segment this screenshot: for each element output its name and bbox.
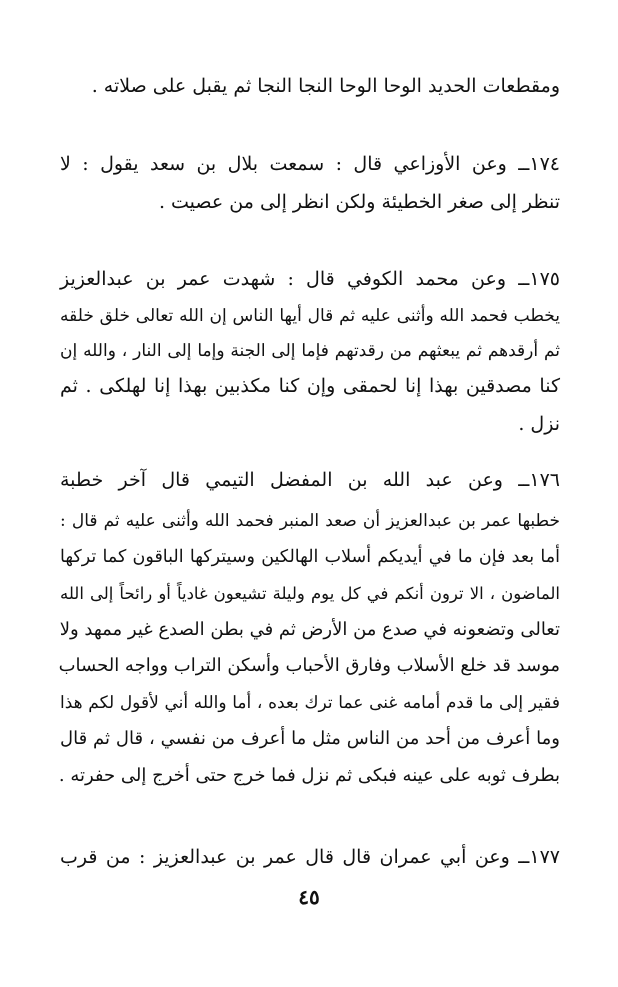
text-line: تنظر إلى صغر الخطيئة ولكن انظر إلى من عصيت . [158,191,560,213]
text-line: أما بعد فإن ما في أيديكم أسلاب الهالكين وسيتركها الباقون كما تركها [60,547,560,567]
text-line: يخطب فحمد الله وأثنى عليه ثم قال أيها الناس إن الله تعالى خلق خلقه [60,306,560,326]
text-line: ١٧٤ــ وعن الأوزاعي قال : سمعت بلال بن سعد يقول : لا [60,153,560,175]
text-line: ١٧٥ــ وعن محمد الكوفي قال : شهدت عمر بن عبدالعزيز [60,268,560,290]
text-line: نزل . [518,413,560,435]
text-line: فقير إلى ما قدم أمامه غنى عما ترك بعده ، أما والله أني لأقول لكم هذا [60,693,560,713]
page-number: ٤٥ [298,885,320,909]
text-line: ١٧٧ــ وعن أبي عمران قال قال عمر بن عبدالعزيز : من قرب [60,846,560,868]
text-line: كنا مصدقين بهذا إنا لحمقى وإن كنا مكذبين بهذا إنا لهلكى . ثم [60,375,560,397]
text-line: موسد قد خلع الأسلاب وفارق الأحباب وأسكن التراب وواجه الحساب [58,655,560,676]
text-line: ومقطعات الحديد الوحا الوحا النجا النجا ثم يقبل على صلاته . [91,75,560,97]
text-line: وما أعرف من أحد من الناس مثل ما أعرف من نفسي ، قال ثم قال [60,728,560,749]
text-line: الماضون ، الا ترون أنكم في كل يوم وليلة تشيعون غادياً أو رائحاً إلى الله [60,584,560,603]
text-line: ١٧٦ــ وعن عبد الله بن المفضل التيمي قال آخر خطبة [60,469,560,491]
text-line: خطبها عمر بن عبدالعزيز أن صعد المنبر فحمد الله وأثنى عليه ثم قال : [60,511,560,531]
text-line: ثم أرقدهم ثم يبعثهم من رقدتهم فإما إلى الجنة وإما إلى النار ، والله إن [60,341,560,361]
text-line: تعالى وتضعونه في صدع من الأرض ثم في بطن الصدع غير ممهد ولا [59,619,560,640]
text-line: بطرف ثوبه على عينه فبكى ثم نزل فما خرج حتى أخرج إلى حفرته . [58,765,560,786]
